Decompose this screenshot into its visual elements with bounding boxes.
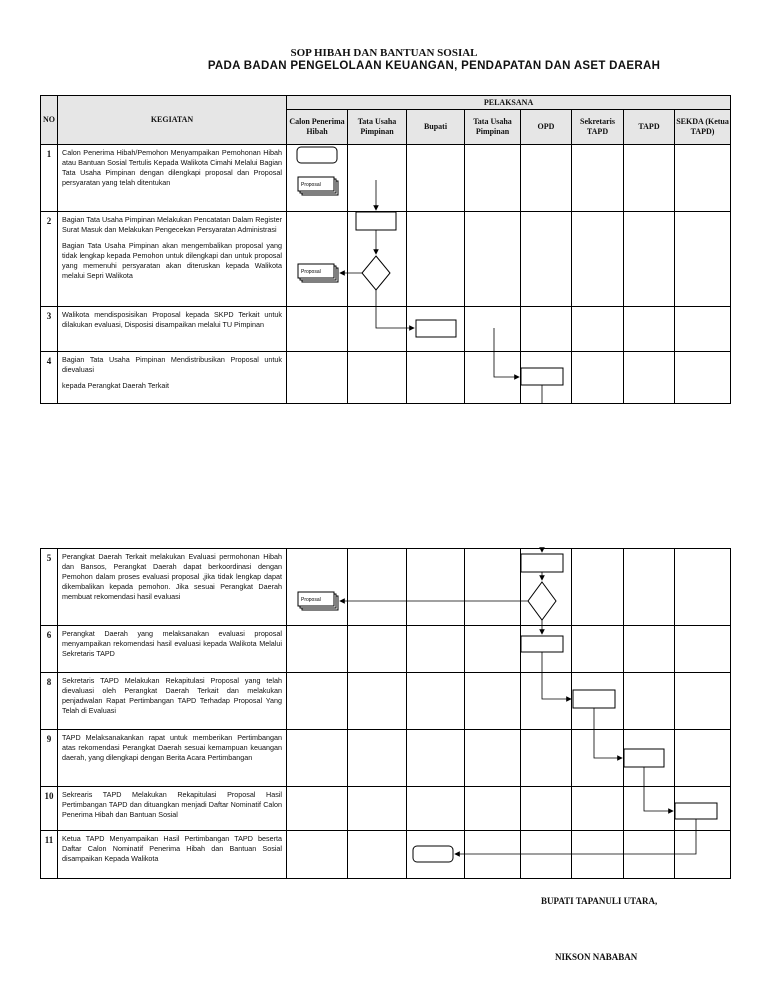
process-box-opd-evaluate (521, 554, 563, 572)
signature-name: NIKSON NABABAN (555, 952, 638, 962)
flow-arrow (644, 767, 673, 811)
activity-text: Perangkat Daerah Terkait melakukan Evaluasi permohonan Hibah dan Bansos, Perangkat Daerah dapat berkoordinasi dengan Pemohon dalam proses evaluasi proposal ,jika tidak lengkap dapat dikembalikan kepada pemohon. Jika sesuai Perangkat Daerah membuat rekomendasi hasil evaluasi (62, 552, 282, 602)
row-number: 9 (41, 730, 58, 787)
activity-text: Bagian Tata Usaha Pimpinan Melakukan Pencatatan Dalam Register Surat Masuk dan Melakukan Pengecekan Persyaratan Administrasi (62, 215, 282, 235)
process-box-register (356, 212, 396, 230)
process-box-sekda (675, 803, 717, 819)
flow-arrow (594, 708, 622, 758)
activity-text: kepada Perangkat Daerah Terkait (62, 381, 169, 391)
process-box-sekretaris (573, 690, 615, 708)
proposal-label: Proposal (301, 269, 321, 275)
header-actor: Bupati (407, 110, 465, 145)
flow-arrow (494, 328, 519, 377)
activity-text: Perangkat Daerah yang melaksanakan evaluasi proposal menyampaikan rekomendasi hasil evaluasi kepada Walikota Melalui Sekretaris TAPD (62, 629, 282, 659)
row-number: 10 (41, 787, 58, 831)
header-actor: Sekretaris TAPD (572, 110, 624, 145)
header-actor: Calon Penerima Hibah (287, 110, 348, 145)
process-box-opd-recommend (521, 636, 563, 652)
proposal-label: Proposal (301, 182, 321, 188)
activity-text: TAPD Melaksanakankan rapat untuk memberikan Pertimbangan atas rekomendasi Perangkat Daerah sesuai kemampuan keuangan daerah, yang dilengkapi dengan Berita Acara Pertimbangan (62, 733, 282, 763)
row-number: 3 (41, 307, 58, 352)
flow-arrow (376, 290, 414, 328)
row-number: 1 (41, 145, 58, 212)
document-title: SOP HIBAH DAN BANTUAN SOSIAL (290, 47, 478, 59)
end-terminator (413, 846, 453, 862)
activity-text: Bagian Tata Usaha Pimpinan akan mengembalikan proposal yang tidak lengkap kepada Pemohon untuk dilengkapi dan untuk proposal yang memenuhi persyaratan akan diteruskan kepada Walikota melalui Sepri Walikota (62, 241, 282, 281)
flow-arrow (455, 819, 696, 854)
header-no: NO (41, 96, 58, 145)
header-actor: Tata Usaha Pimpinan (348, 110, 407, 145)
activity-text: Calon Penerima Hibah/Pemohon Menyampaikan Pemohonan Hibah atau Bantuan Sosial Tertulis Kepada Walikota Cimahi Melalui Bagian Tata Usaha Pimpinan dengan dilengkapi proposal dan Proposal persyaratan yang telah ditentukan (62, 148, 282, 188)
header-actor: SEKDA (Ketua TAPD) (675, 110, 731, 145)
flow-arrow (542, 652, 571, 699)
activity-text: Walikota mendisposisikan Proposal kepada SKPD Terkait untuk dilakukan evaluasi, Disposisi disampaikan melalui TU Pimpinan (62, 310, 282, 330)
signature-title: BUPATI TAPANULI UTARA, (541, 896, 658, 906)
activity-text: Sekrearis TAPD Melakukan Rekapitulasi Proposal Hasil Pertimbangan TAPD dan dituangkan menjadi Daftar Nominatif Calon Penerima Hibah dan Bantuan Sosial (62, 790, 282, 820)
proposal-label: Proposal (301, 597, 321, 603)
process-box-distribute (521, 368, 563, 385)
row-number: 11 (41, 831, 58, 879)
start-terminator (297, 147, 337, 163)
header-actor: OPD (521, 110, 572, 145)
row-number: 6 (41, 626, 58, 673)
process-box-bupati (416, 320, 456, 337)
process-box-tapd (624, 749, 664, 767)
activity-text: Bagian Tata Usaha Pimpinan Mendistribusikan Proposal untuk dievaluasi (62, 355, 282, 375)
header-actor: Tata Usaha Pimpinan (465, 110, 521, 145)
row-number: 4 (41, 352, 58, 404)
row-number: 8 (41, 673, 58, 730)
activity-text: Sekretaris TAPD Melakukan Rekapitulasi Proposal yang telah dievaluasi oleh Perangkat Daerah Terkait dan melakukan penjadwalan Rapat Pertimbangan TAPD Terhadap Proposal Yang Telah di Evaluasi (62, 676, 282, 716)
header-kegiatan: KEGIATAN (58, 96, 287, 145)
activity-text: Ketua TAPD Menyampaikan Hasil Pertimbangan TAPD beserta Daftar Calon Nominatif Penerima Hibah dan Bantuan Sosial disampaikan Kepada Walikota (62, 834, 282, 864)
decision-diamond (362, 256, 390, 290)
decision-diamond (528, 582, 556, 620)
row-number: 5 (41, 549, 58, 626)
row-number: 2 (41, 212, 58, 307)
header-actor: TAPD (624, 110, 675, 145)
header-pelaksana: PELAKSANA (287, 96, 731, 110)
document-subtitle: PADA BADAN PENGELOLAAN KEUANGAN, PENDAPATAN DAN ASET DAERAH (207, 60, 661, 72)
